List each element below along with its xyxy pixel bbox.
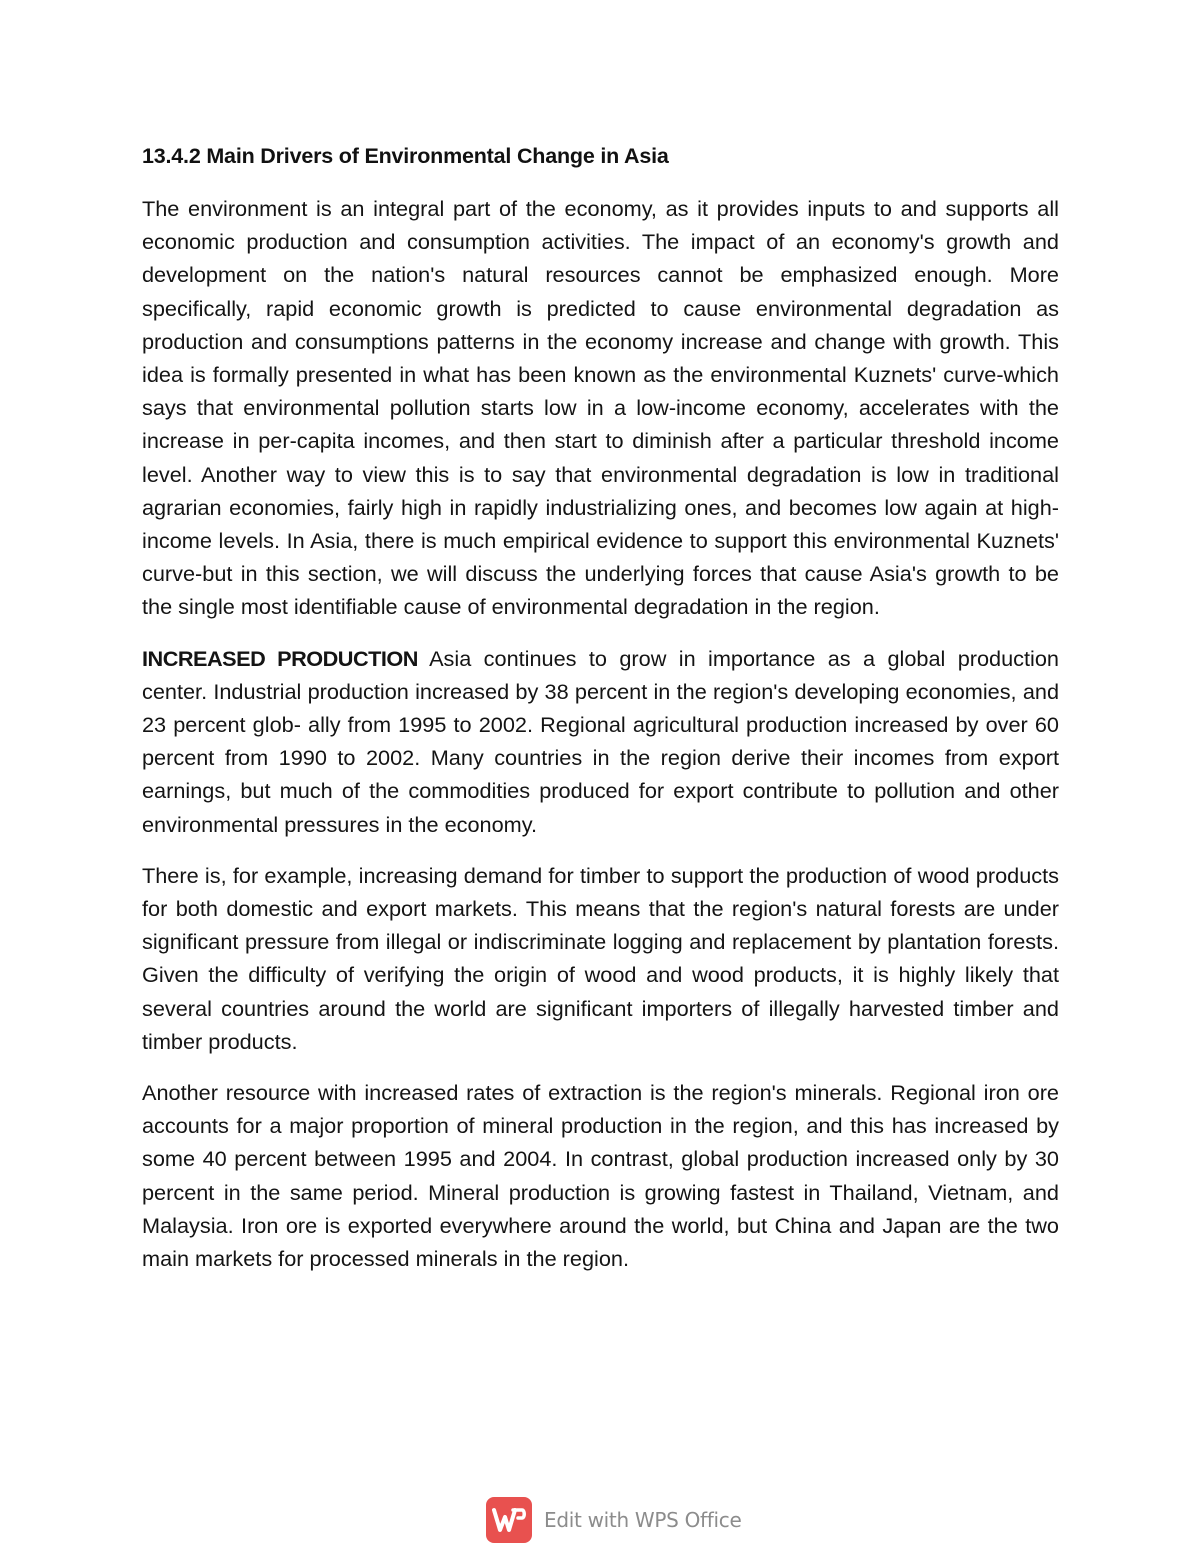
document-page [142, 136, 1059, 1293]
paragraph-lead-heading: INCREASED PRODUCTION [142, 645, 418, 671]
paragraph-timber: There is, for example, increasing demand for timber to support the production of wood products for both domestic and export markets. This means that the region's natural forests are under significant pressure from illegal or indiscriminate logging and replacement by plantation forests. Given the difficulty of verifying the origin of wood and wood products, it is highly likely that several countries around the world are significant importers of illegally harvested timber and timber products. [142, 862, 1059, 1054]
edit-with-wps-label[interactable]: Edit with WPS Office [544, 1508, 742, 1532]
paragraph-body: Asia continues to grow in importance as a global production center. Industrial production increased by 38 percent in the region's developing economies, and 23 percent glob- ally from 1995 to 2002. Regional agricultural production increased by over 60 percent from 1990 to 2002. Many countries in the region derive their incomes from export earnings, but much of the commodities produced for export contribute to pollution and other environmental pressures in the economy. [142, 645, 1059, 837]
paragraph-intro: The environment is an integral part of the economy, as it provides inputs to and supports all economic production and consumption activities. The impact of an economy's growth and development on the nation's natural resources cannot be emphasized enough. More specifically, rapid economic growth is predicted to cause environmental degradation as production and consumptions patterns in the economy increase and change with growth. This idea is formally presented in what has been known as the environmental Kuznets' curve-which says that environmental pollution starts low in a low-income economy, accelerates with the increase in per-capita incomes, and then start to diminish after a particular threshold income level. Another way to view this is to say that environmental degradation is low in traditional agrarian economies, fairly high in rapidly industrializing ones, and becomes low again at high-income levels. In Asia, there is much empirical evidence to support this environmental Kuznets' curve-but in this section, we will discuss the underlying forces that cause Asia's growth to be the single most identifiable cause of environmental degradation in the region. [142, 196, 1059, 620]
wps-office-logo-icon [486, 1497, 532, 1543]
edit-with-wps-banner[interactable] [486, 1497, 741, 1543]
paragraph-minerals: Another resource with increased rates of extraction is the region's minerals. Regional iron ore accounts for a major proportion of mineral production in the region, and this has increased by some 40 percent between 1995 and 2004. In contrast, global production increased only by 30 percent in the same period. Mineral production is growing fastest in Thailand, Vietnam, and Malaysia. Iron ore is exported everywhere around the world, but China and Japan are the two main markets for processed minerals in the region. [142, 1080, 1059, 1272]
paragraph-increased-production [142, 642, 1059, 841]
section-heading: 13.4.2 Main Drivers of Environmental Change in Asia [142, 144, 669, 168]
